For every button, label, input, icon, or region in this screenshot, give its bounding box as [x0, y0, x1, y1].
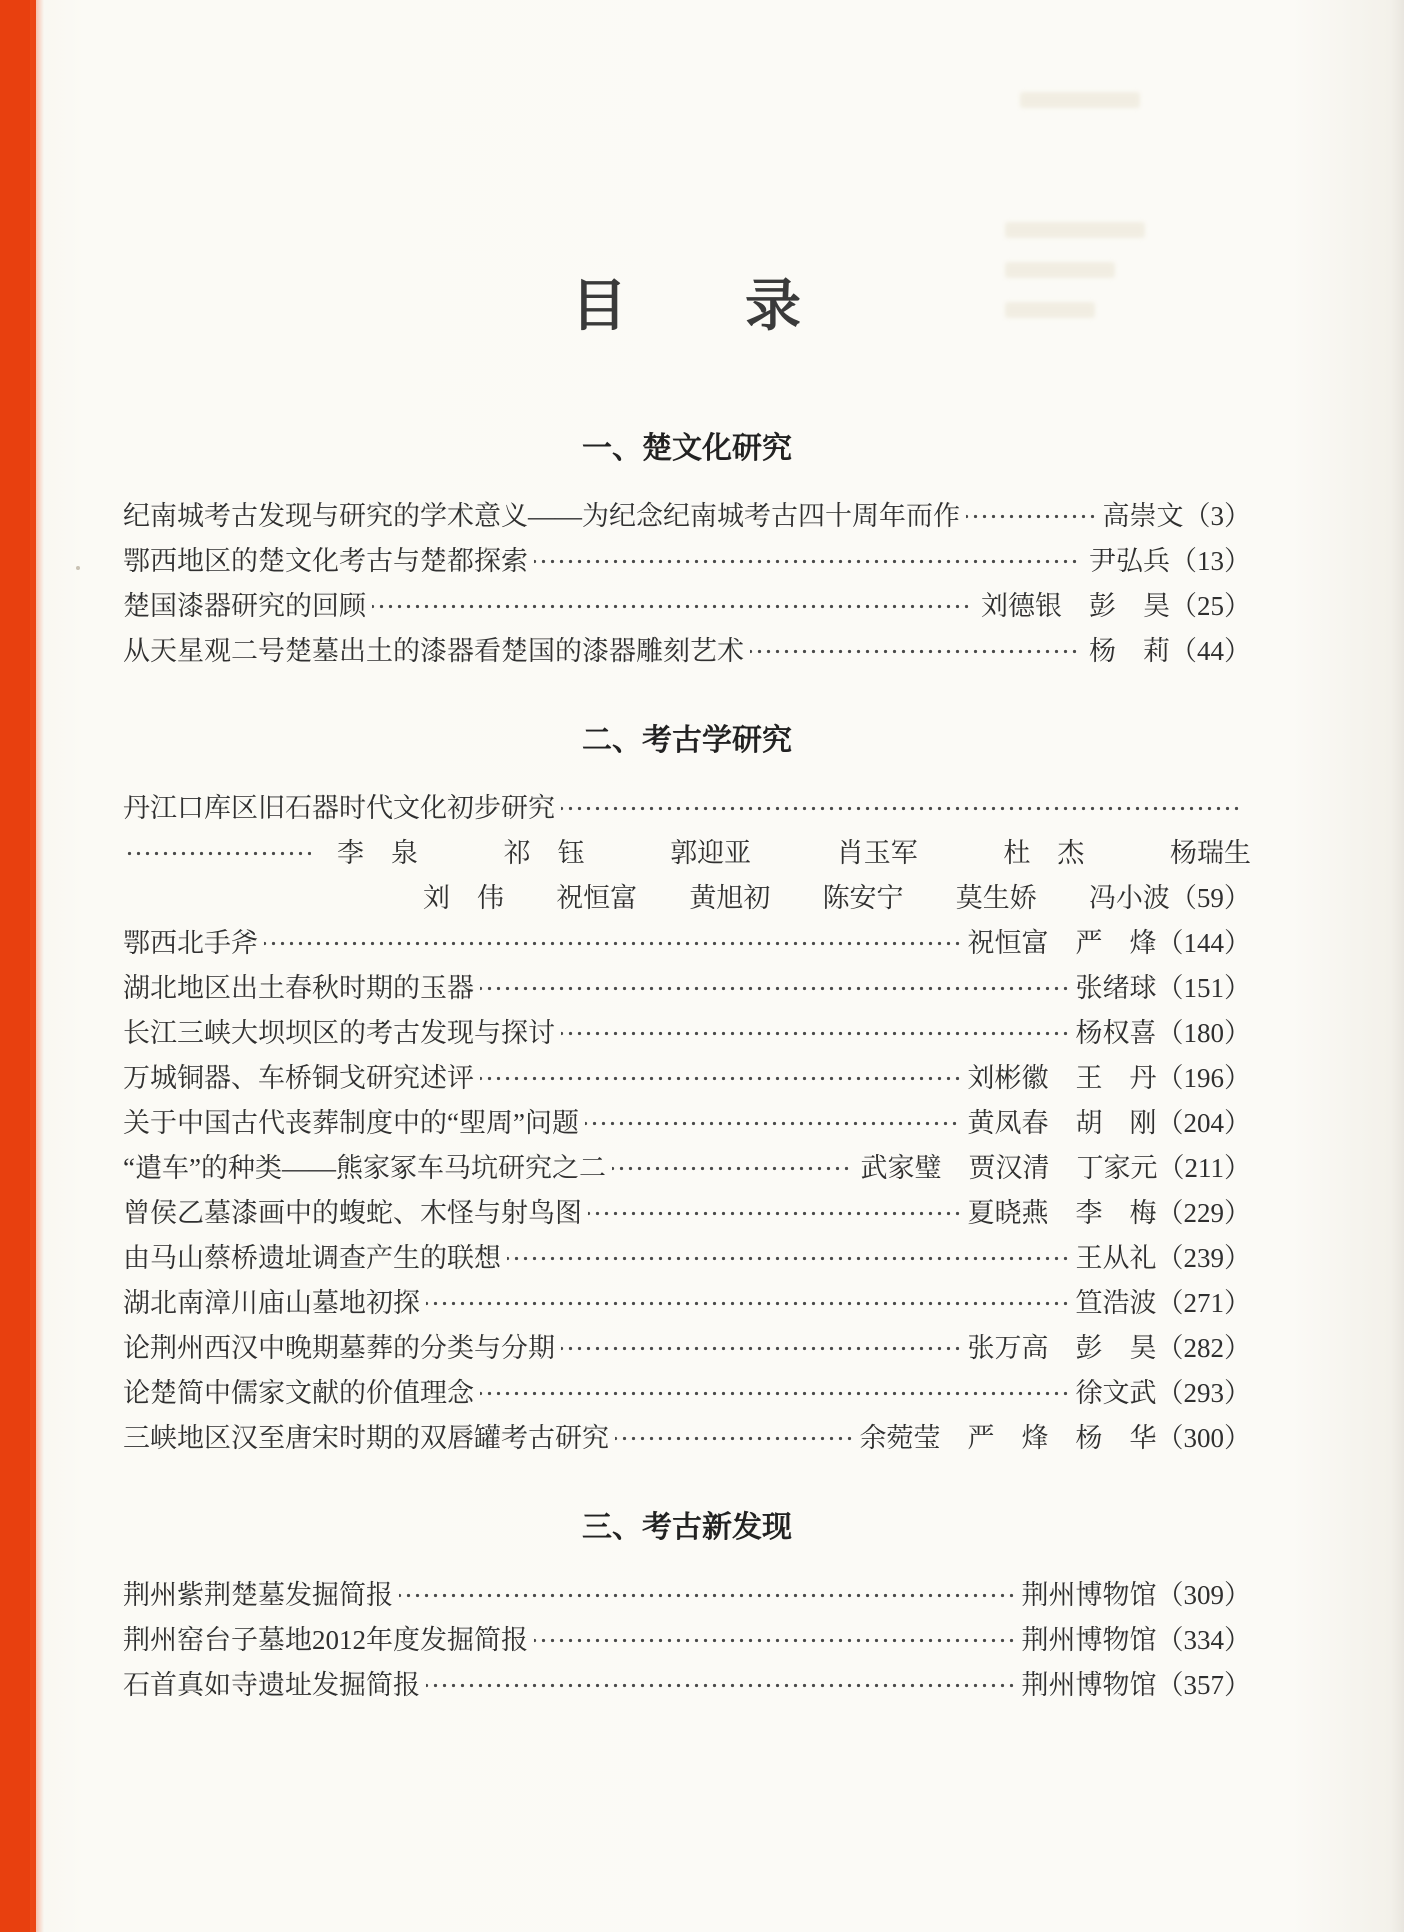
entry-title: 由马山蔡桥遗址调查产生的联想	[123, 1243, 501, 1273]
scan-speck	[76, 566, 80, 570]
entry-title: 三峡地区汉至唐宋时期的双唇罐考古研究	[123, 1423, 609, 1453]
toc-entry	[123, 1326, 1251, 1371]
toc-entry	[123, 966, 1251, 1011]
dot-leader	[585, 1101, 960, 1146]
toc-entry	[123, 786, 1251, 831]
section-heading: 一、楚文化研究	[582, 432, 792, 465]
entry-authors-page: 荆州博物馆（357）	[1021, 1670, 1251, 1700]
entry-authors-page: 张万高 彭 昊（282）	[967, 1333, 1251, 1363]
dot-leader	[372, 584, 973, 629]
entry-title: 湖北南漳川庙山墓地初探	[123, 1288, 420, 1318]
author-name: 祝恒富	[556, 883, 638, 913]
toc-entry	[123, 921, 1251, 966]
spine-shadow	[30, 0, 44, 1932]
toc-entry	[123, 1056, 1251, 1101]
entry-title: 关于中国古代丧葬制度中的“堲周”问题	[123, 1108, 579, 1138]
dot-leader	[615, 1416, 852, 1461]
toc-content	[123, 0, 1251, 1708]
entry-authors-page: 高崇文（3）	[1102, 501, 1251, 531]
toc-entry	[123, 584, 1251, 629]
entry-authors-page: 张绪球（151）	[1075, 973, 1251, 1003]
entry-title: 丹江口库区旧石器时代文化初步研究	[123, 793, 555, 823]
section-heading-wrap	[123, 724, 1251, 758]
toc-entry	[123, 1281, 1251, 1326]
author-name: 黄旭初	[689, 883, 771, 913]
dot-leader	[561, 786, 1243, 831]
entry-title: 论荆州西汉中晚期墓葬的分类与分期	[123, 1333, 555, 1363]
dot-leader	[426, 1663, 1014, 1708]
dot-leader	[480, 1056, 960, 1101]
dot-leader	[507, 1236, 1068, 1281]
entry-title: 荆州窑台子墓地2012年度发掘简报	[123, 1625, 528, 1655]
entry-title: 鄂西地区的楚文化考古与楚都探索	[123, 546, 528, 576]
toc-entry	[123, 1618, 1251, 1663]
dot-leader	[966, 494, 1095, 539]
entry-authors-page: 刘彬徽 王 丹（196）	[967, 1063, 1251, 1093]
toc-entry	[123, 494, 1251, 539]
entry-authors-page: 尹弘兵（13）	[1089, 546, 1251, 576]
toc-entry	[123, 1573, 1251, 1618]
toc-entry	[123, 1236, 1251, 1281]
entry-title: 万城铜器、车桥铜戈研究述评	[123, 1063, 474, 1093]
entry-title: 石首真如寺遗址发掘简报	[123, 1670, 420, 1700]
entry-authors-page: 杨权喜（180）	[1075, 1018, 1251, 1048]
author-name: 杨瑞生	[1169, 838, 1251, 868]
toc-entry	[123, 539, 1251, 584]
entry-authors-page: 武家璧 贾汉清 丁家元（211）	[860, 1153, 1251, 1183]
entry-title: 纪南城考古发现与研究的学术意义——为纪念纪南城考古四十周年而作	[123, 501, 960, 531]
entry-title: 长江三峡大坝坝区的考古发现与探讨	[123, 1018, 555, 1048]
entry-title: 楚国漆器研究的回顾	[123, 591, 366, 621]
toc-entry	[123, 629, 1251, 674]
entry-authors-page: 余菀莹 严 烽 杨 华（300）	[859, 1423, 1251, 1453]
entry-title: 鄂西北手斧	[123, 928, 258, 958]
toc-entry	[123, 1663, 1251, 1708]
dot-leader	[480, 966, 1068, 1011]
entry-title: 论楚简中儒家文献的价值理念	[123, 1378, 474, 1408]
dot-leader	[561, 1011, 1068, 1056]
dot-leader	[750, 629, 1081, 674]
dot-leader	[480, 1371, 1068, 1416]
dot-leader	[534, 539, 1081, 584]
toc-entry-continuation	[123, 876, 1251, 921]
entry-author-list	[423, 876, 1251, 921]
entry-authors-page: 王从礼（239）	[1075, 1243, 1251, 1273]
author-name: 刘 伟	[423, 883, 504, 913]
page-title: 目 录	[571, 276, 803, 338]
toc-entry	[123, 1371, 1251, 1416]
toc-entry	[123, 1101, 1251, 1146]
toc-entry	[123, 1011, 1251, 1056]
section-heading-wrap	[123, 432, 1251, 466]
entry-authors-page: 刘德银 彭 昊（25）	[981, 591, 1251, 621]
entry-authors-page: 祝恒富 严 烽（144）	[967, 928, 1251, 958]
entry-authors-page: 荆州博物馆（334）	[1021, 1625, 1251, 1655]
section-heading: 三、考古新发现	[582, 1511, 792, 1544]
toc-entry	[123, 1146, 1251, 1191]
author-name: 杜 杰	[1003, 838, 1085, 868]
dot-leader	[399, 1573, 1014, 1618]
toc-sections	[123, 432, 1251, 1708]
author-name: 陈安宁	[822, 883, 904, 913]
entry-authors-page: 荆州博物馆（309）	[1021, 1580, 1251, 1610]
dot-leader	[534, 1618, 1014, 1663]
author-name: 莫生娇	[955, 883, 1037, 913]
entry-title: “遣车”的种类——熊家冢车马坑研究之二	[123, 1153, 606, 1183]
dot-leader	[123, 831, 311, 876]
author-name: 李 泉	[337, 838, 418, 868]
toc-entry	[123, 1416, 1251, 1461]
entry-title: 荆州紫荆楚墓发掘简报	[123, 1580, 393, 1610]
dot-leader	[561, 1326, 960, 1371]
toc-entry	[123, 1191, 1251, 1236]
dot-leader	[264, 921, 960, 966]
author-name: 祁 钰	[503, 838, 585, 868]
entry-authors-page: 杨 莉（44）	[1089, 636, 1251, 666]
toc-entry-continuation	[123, 831, 1251, 876]
section-heading-wrap	[123, 1511, 1251, 1545]
entry-title: 从天星观二号楚墓出土的漆器看楚国的漆器雕刻艺术	[123, 636, 744, 666]
dot-leader	[426, 1281, 1068, 1326]
entry-title: 曾侯乙墓漆画中的蝮蛇、木怪与射鸟图	[123, 1198, 582, 1228]
dot-leader	[588, 1191, 960, 1236]
author-name: 肖玉军	[836, 838, 918, 868]
author-name: 郭迎亚	[670, 838, 752, 868]
entry-authors-page: 黄凤春 胡 刚（204）	[967, 1108, 1251, 1138]
author-name: 冯小波（59）	[1088, 883, 1251, 913]
entry-authors-page: 笪浩波（271）	[1075, 1288, 1251, 1318]
entry-title: 湖北地区出土春秋时期的玉器	[123, 973, 474, 1003]
dot-leader	[612, 1146, 853, 1191]
entry-authors-page: 夏晓燕 李 梅（229）	[967, 1198, 1251, 1228]
entry-author-list	[337, 831, 1251, 876]
entry-authors-page: 徐文武（293）	[1075, 1378, 1251, 1408]
section-heading: 二、考古学研究	[582, 724, 792, 757]
